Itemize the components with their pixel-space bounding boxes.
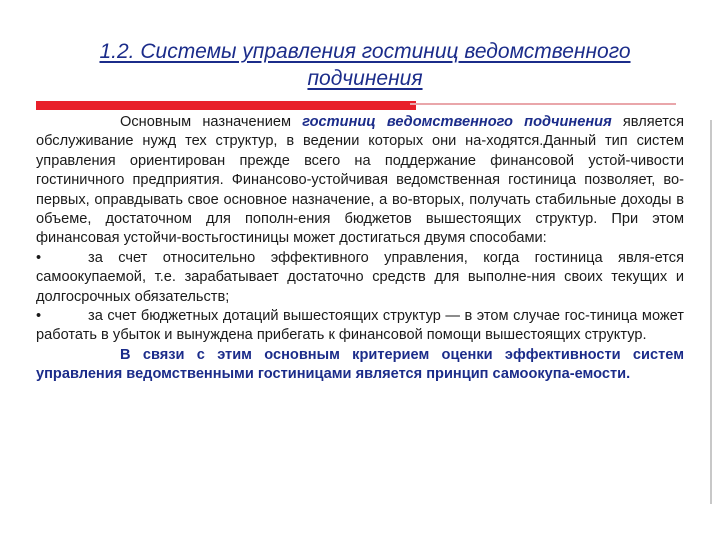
intro-paragraph (36, 113, 684, 249)
intro-rest: является обслуживание нужд тех структур, в ведении которых они на-ходятся.Данный тип систем управления ориентирован прежде всего на поддержание финансовой устой-чивости гостиничного предприятия. Финансово-устойчивая ведомственная гостиница позволяет, во-первых, оправдывать свое основное назначение, а во-вторых, получать стабильные доходы в объеме, достаточном для пополн-ения бюджетов вышестоящих структур. При этом финансовая устойчи-востьгостиницы может достигаться двумя способами: (36, 114, 684, 247)
slide-body (36, 113, 684, 385)
intro-highlight: гостиниц ведомственного подчинения (302, 114, 612, 130)
bullet-item-1 (36, 249, 684, 307)
right-border-line (710, 120, 712, 504)
intro-lead: Основным назначением (120, 114, 303, 130)
bullet-marker: • (36, 308, 42, 325)
conclusion-paragraph: В связи с этим основным критерием оценки эффективности систем управления ведомственными гостиницами является принцип самоокупа-емости. (36, 346, 684, 383)
bullet-text-1: за счет относительно эффективного управления, когда гостиница явля-ется самоокупаемой, т.е. зарабатывает достаточно средств для выполне-ния своих текущих и долгосрочных обязательств; (36, 249, 684, 305)
bullet-text-2: за счет бюджетных дотаций вышестоящих структур — в этом случае гос-тиница может работать в убыток и вынуждена прибегать к финансовой помощи вышестоящих структур. (36, 308, 684, 344)
accent-bar (36, 101, 416, 110)
accent-rule (410, 103, 676, 105)
bullet-item-2 (36, 307, 684, 346)
slide-title: 1.2. Системы управления гостиниц ведомственного подчинения (99, 40, 631, 90)
bullet-marker: • (36, 249, 42, 266)
